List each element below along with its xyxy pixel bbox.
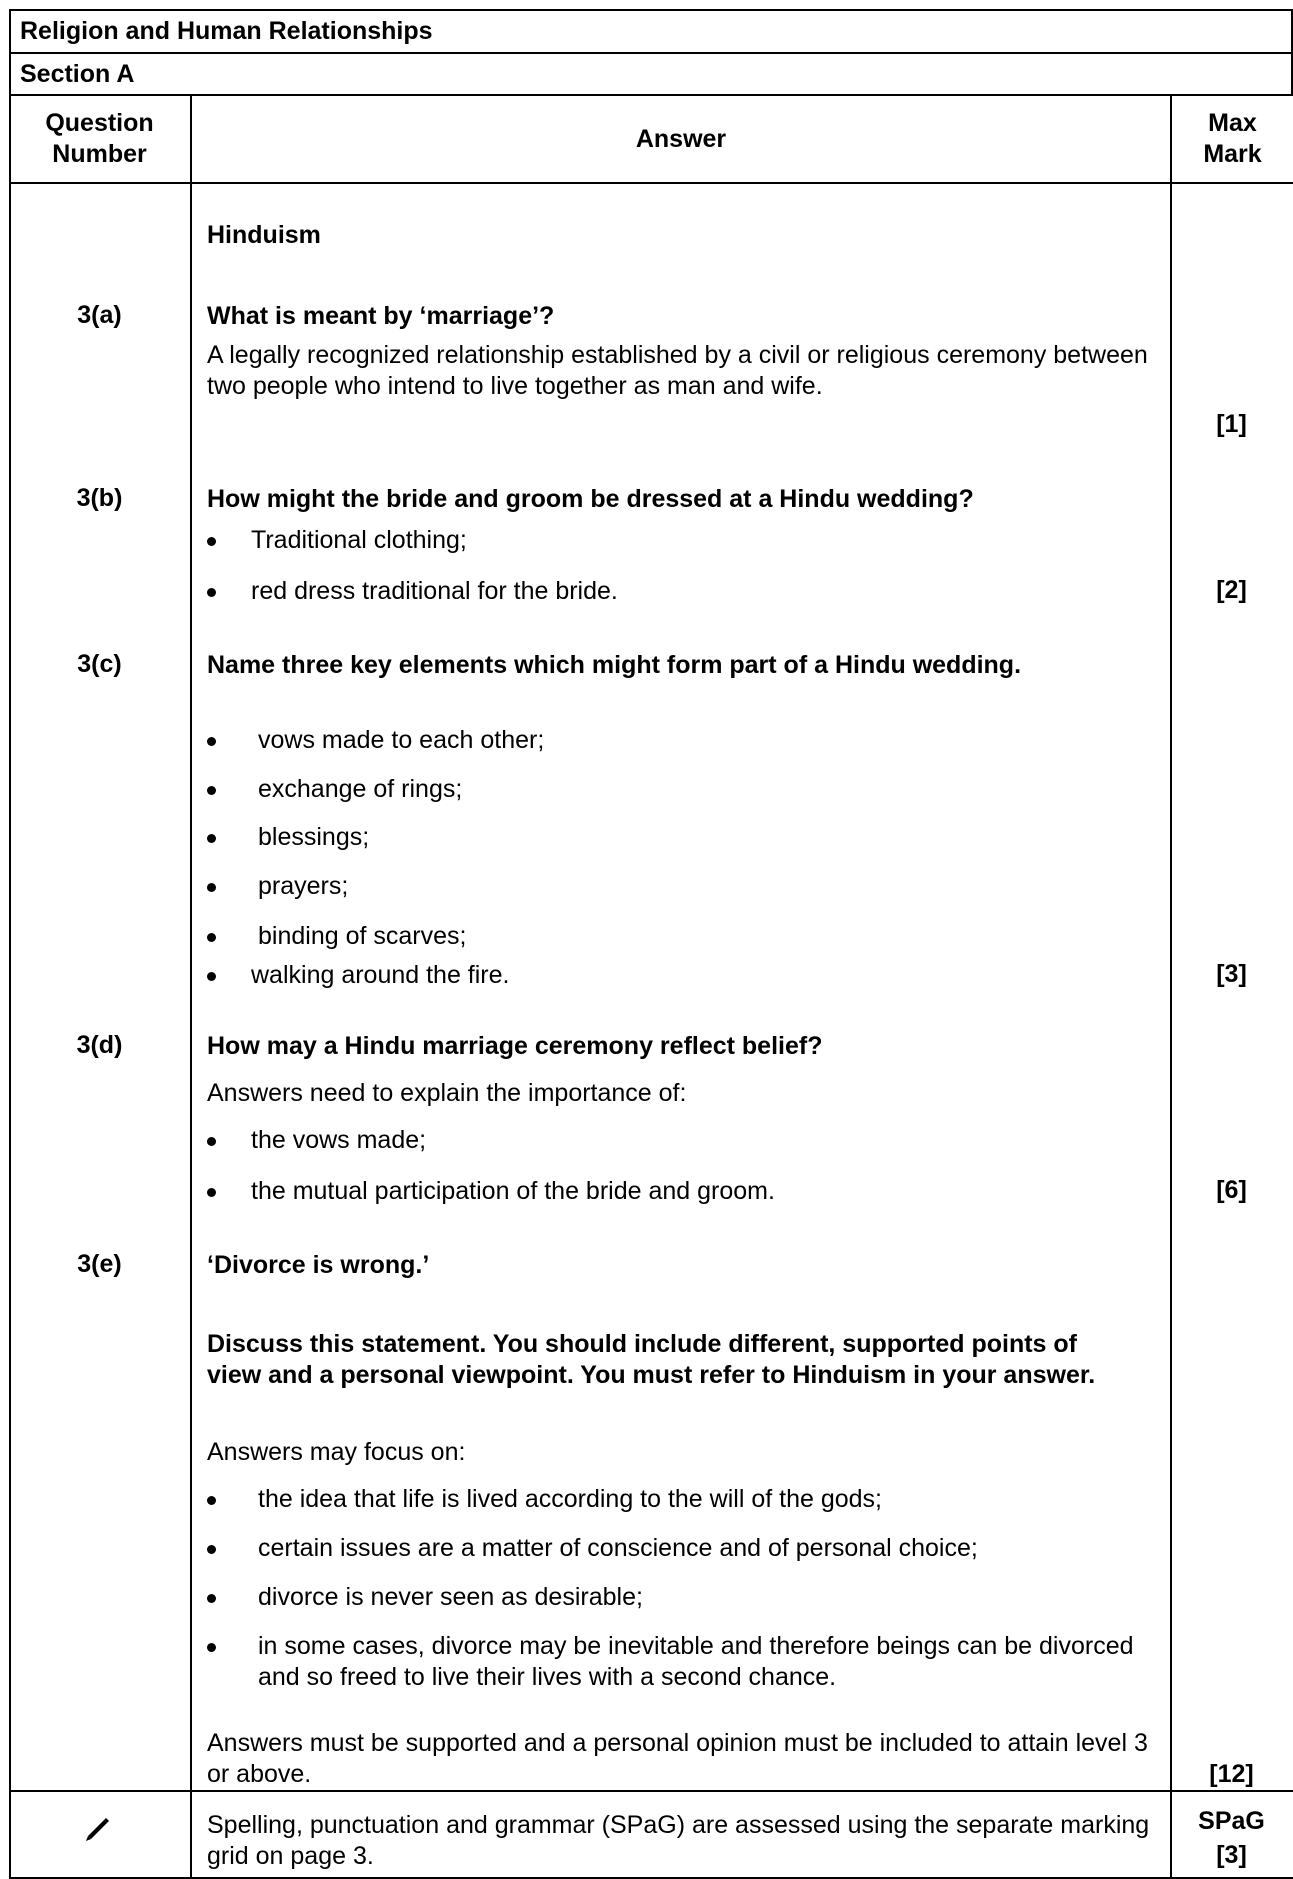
spag-mark-label: SPaG [1198,1807,1265,1835]
question-number: 3(a) [77,301,122,329]
column-divider-left [190,94,192,1879]
question-number: 3(d) [76,1031,123,1059]
max-mark: [2] [1216,576,1247,604]
question-number: 3(c) [77,650,122,678]
question-number: 3(e) [77,1250,122,1278]
max-mark: [3] [1216,960,1247,988]
question-prompt: How may a Hindu marriage ceremony reflect belief? [207,1032,823,1060]
answer-closing: Answers must be supported and a personal opinion must be included to attain level 3 or above. [207,1729,1148,1788]
section-label: Section A [9,52,1293,94]
answer-text: A legally recognized relationship established by a civil or religious ceremony between two people who intend to live together as man and wife. [207,341,1148,400]
question-prompt: How might the bride and groom be dressed at a Hindu wedding? [207,485,974,513]
spag-row-divider [9,1790,1293,1792]
max-mark: [1] [1216,410,1247,438]
max-mark: [12] [1209,1760,1254,1788]
max-mark: [6] [1216,1176,1247,1204]
question-prompt: ‘Divorce is wrong.’ [207,1251,430,1279]
question-instruction: Discuss this statement. You should include different, supported points of view and a personal viewpoint. You must refer to Hinduism in your answer. [207,1330,1096,1389]
document-title: Religion and Human Relationships [9,9,1293,52]
question-prompt: Name three key elements which might form part of a Hindu wedding. [207,651,1022,679]
column-header-mark: Max Mark [1203,109,1262,168]
question-prompt: What is meant by ‘marriage’? [207,302,555,330]
column-header-answer: Answer [635,125,727,153]
answer-intro: Answers need to explain the importance of: [207,1079,687,1107]
question-number: 3(b) [76,484,123,512]
answer-intro: Answers may focus on: [207,1438,466,1466]
religion-heading: Hinduism [207,221,321,249]
spag-note: Spelling, punctuation and grammar (SPaG) are assessed using the separate marking grid on page 3. [207,1811,1150,1870]
spag-max-mark: [3] [1216,1841,1247,1869]
mark-scheme-page: Religion and Human Relationships Section A Question Number Answer Max Mark Hinduism 3(a) What is meant by ‘marriage’? A legally recognized relationship established by a civil or religious ceremony between two people who intend to live together as man and wife. [1] 3(b) How might the bride and groom be dressed at a Hindu wedding? Traditional clothing; red dress traditional for the bride. [2] 3(c) Name three key elements which might form part of a Hindu wedding. vows made to each other; exchange of rings; blessings; prayers; binding of scarves; walking around the fire. [3] 3(d) How may a Hindu marriage ceremony reflect belief? Answers need to explain the importance of: the vows made; the mutual participation of the bride and groom. [6] 3(e) ‘Divorce is wrong.’ Discuss this statement. You should include different, supported points of view and a personal viewpoint. You must refer to Hinduism in your answer. Answers may focus on: the idea that life is lived according to the will of the gods; certain issues are a matter of conscience and of personal choice; divorce is never seen as desirable; in some cases, divorce may be inevitable and therefore beings can be divorced and so freed to live their lives with a second chance. Answers must be supported and a personal opinion must be included to attain level 3 or above. [12] Spelling, punctuation and grammar (SPaG) are assessed using the separate marking grid on page 3. SPaG [3] [0,0,1293,1879]
pencil-icon [82,1812,112,1842]
column-header-question: Question Number [45,109,154,168]
header-row-divider [9,182,1293,184]
